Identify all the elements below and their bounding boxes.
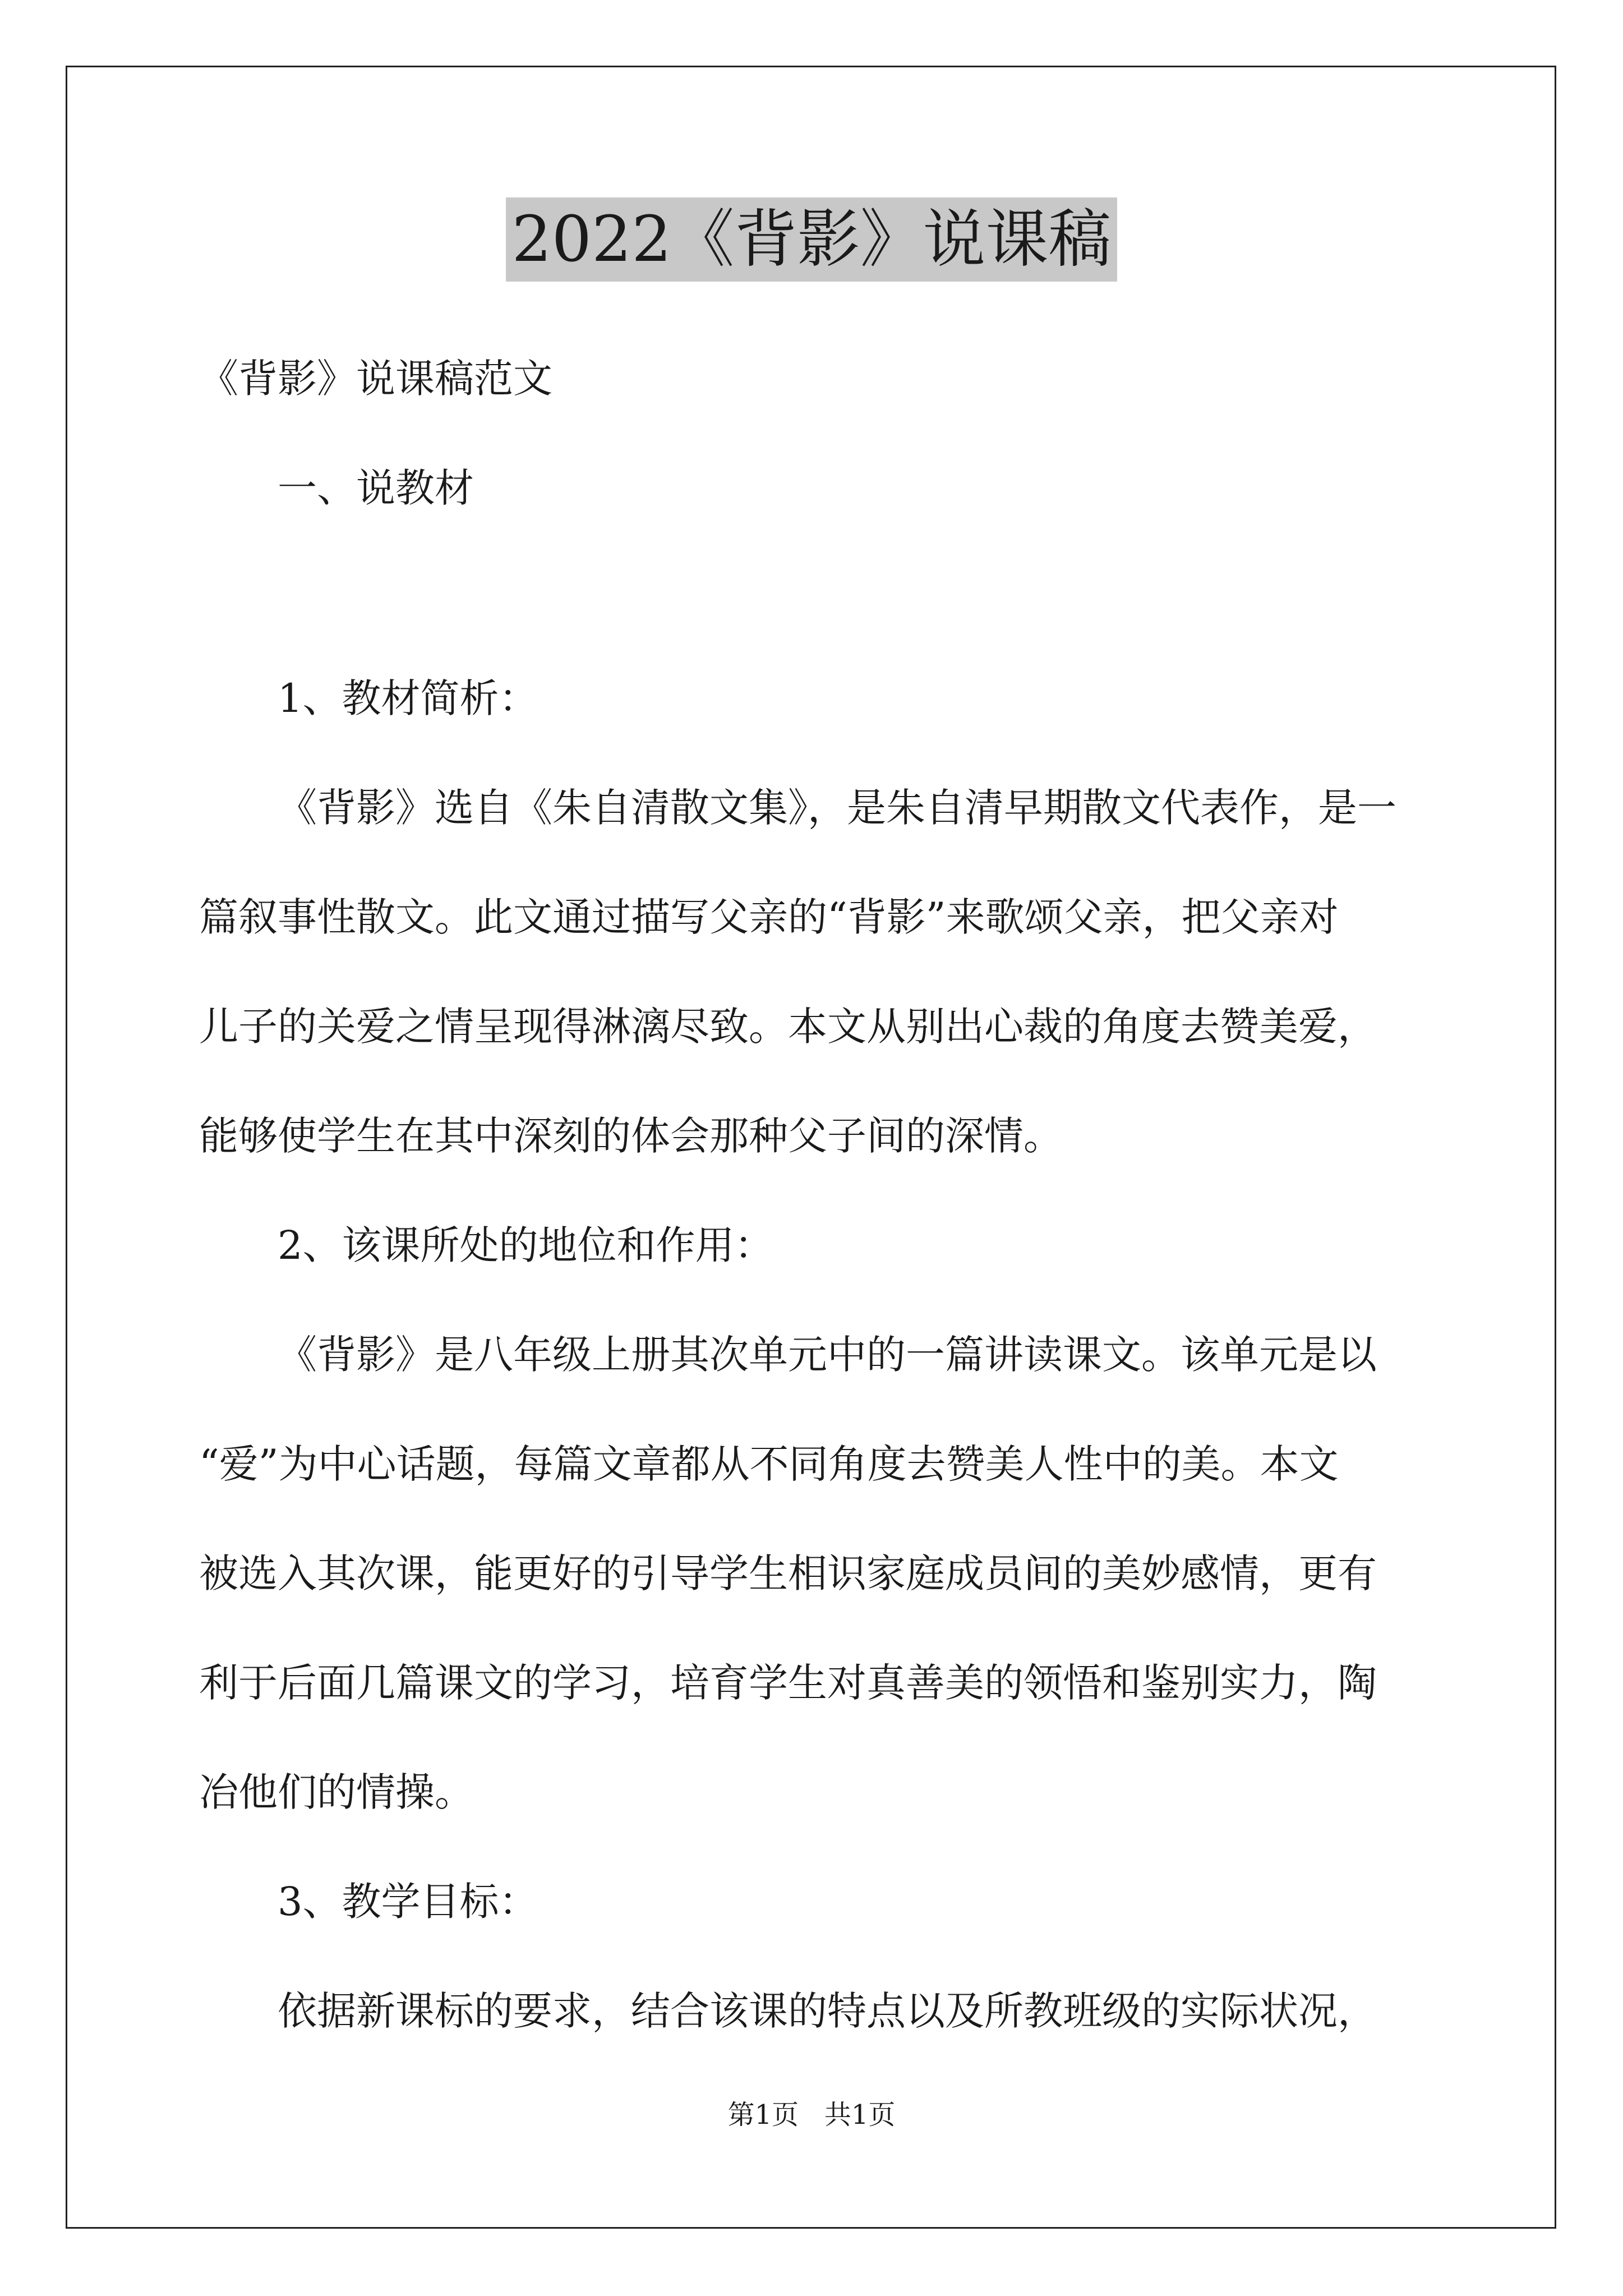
subsection-heading-1: 1、教材简析： <box>278 675 538 721</box>
paragraph-line: “爱”为中心话题，每篇文章都从不同角度去赞美人性中的美。本文 <box>199 1441 1339 1487</box>
section-heading: 一、说教材 <box>278 465 474 511</box>
paragraph-line: 《背影》选自《朱自清散文集》，是朱自清早期散文代表作，是一 <box>278 785 1396 831</box>
paragraph-line: 儿子的关爱之情呈现得淋漓尽致。本文从别出心裁的角度去赞美爱， <box>199 1004 1377 1050</box>
subsection-heading-2: 2、该课所处的地位和作用： <box>278 1222 774 1268</box>
paragraph-line: 利于后面几篇课文的学习，培育学生对真善美的领悟和鉴别实力，陶 <box>199 1660 1377 1706</box>
paragraph-line: 能够使学生在其中深刻的体会那种父子间的深情。 <box>199 1113 1063 1159</box>
document-subtitle: 《背影》说课稿范文 <box>199 356 552 402</box>
document-title-text: 2022《背影》说课稿 <box>506 197 1117 282</box>
subsection-heading-3: 3、教学目标： <box>278 1879 538 1925</box>
document-title <box>0 197 1623 282</box>
page-footer: 第1页 共1页 <box>727 2099 896 2131</box>
paragraph-line: 篇叙事性散文。此文通过描写父亲的“背影”来歌颂父亲，把父亲对 <box>199 894 1339 940</box>
paragraph-line: 被选入其次课，能更好的引导学生相识家庭成员间的美妙感情，更有 <box>199 1550 1377 1596</box>
paragraph-line: 冶他们的情操。 <box>199 1769 474 1815</box>
paragraph-line: 《背影》是八年级上册其次单元中的一篇讲读课文。该单元是以 <box>278 1332 1377 1378</box>
paragraph-line: 依据新课标的要求，结合该课的特点以及所教班级的实际状况， <box>278 1988 1377 2034</box>
